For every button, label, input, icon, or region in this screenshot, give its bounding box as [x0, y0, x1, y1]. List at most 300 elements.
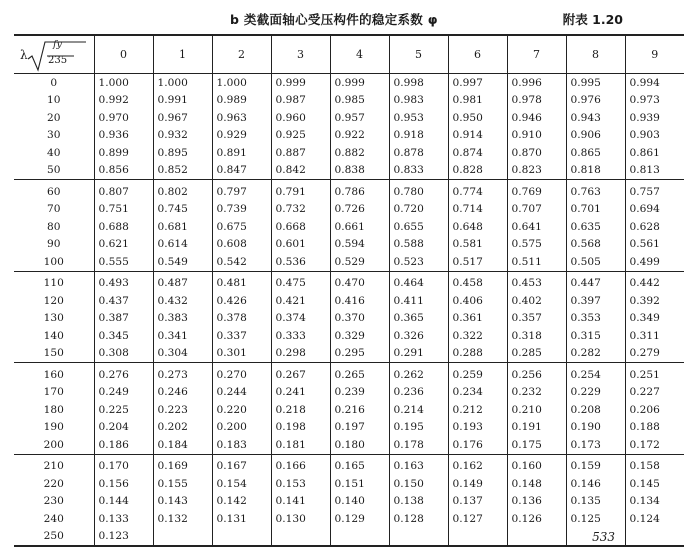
coefficient-cell: 0.751: [94, 201, 153, 219]
stability-coefficient-table: [14, 34, 684, 547]
coefficient-cell: 0.601: [271, 236, 330, 254]
coefficient-cell: [625, 528, 684, 547]
coefficient-cell: 0.891: [212, 144, 271, 162]
coefficient-cell: 0.232: [507, 384, 566, 402]
coefficient-cell: 0.895: [153, 144, 212, 162]
coefficient-cell: 0.200: [212, 419, 271, 437]
table-row: [14, 292, 684, 310]
table-row: [14, 127, 684, 145]
coefficient-cell: 0.136: [507, 493, 566, 511]
coefficient-cell: 0.125: [566, 510, 625, 528]
coefficient-cell: 0.432: [153, 292, 212, 310]
coefficient-cell: 0.134: [625, 493, 684, 511]
lambda-value: 30: [14, 127, 94, 145]
coefficient-cell: 0.176: [448, 436, 507, 454]
coefficient-cell: 0.953: [389, 109, 448, 127]
coefficient-cell: 0.166: [271, 454, 330, 475]
coefficient-cell: 0.523: [389, 253, 448, 271]
table-row: [14, 436, 684, 454]
coefficient-cell: [448, 528, 507, 547]
lambda-value: 210: [14, 454, 94, 475]
table-row: [14, 419, 684, 437]
coefficient-cell: 0.282: [566, 345, 625, 363]
table-row: [14, 384, 684, 402]
coefficient-cell: 0.847: [212, 162, 271, 180]
coefficient-cell: 0.828: [448, 162, 507, 180]
denominator-235: 235: [48, 55, 68, 66]
coefficient-cell: 0.950: [448, 109, 507, 127]
coefficient-cell: 0.402: [507, 292, 566, 310]
coefficient-cell: 0.249: [94, 384, 153, 402]
coefficient-cell: 0.197: [330, 419, 389, 437]
lambda-symbol: λ: [20, 48, 28, 62]
coefficient-cell: 0.797: [212, 180, 271, 201]
table-row: [14, 74, 684, 92]
coefficient-cell: 1.000: [94, 74, 153, 92]
coefficient-cell: 0.838: [330, 162, 389, 180]
lambda-value: 230: [14, 493, 94, 511]
coefficient-cell: 0.635: [566, 218, 625, 236]
coefficient-cell: 0.188: [625, 419, 684, 437]
coefficient-cell: 0.922: [330, 127, 389, 145]
coefficient-cell: 0.757: [625, 180, 684, 201]
coefficient-cell: 0.383: [153, 310, 212, 328]
coefficient-cell: 0.932: [153, 127, 212, 145]
coefficient-cell: 0.210: [507, 401, 566, 419]
coefficient-cell: 0.186: [94, 436, 153, 454]
coefficient-cell: 0.291: [389, 345, 448, 363]
coefficient-cell: 0.158: [625, 454, 684, 475]
coefficient-cell: 0.970: [94, 109, 153, 127]
coefficient-cell: 0.153: [271, 475, 330, 493]
coefficient-cell: 0.131: [212, 510, 271, 528]
coefficient-cell: 0.353: [566, 310, 625, 328]
lambda-value: 160: [14, 363, 94, 384]
coefficient-cell: 0.621: [94, 236, 153, 254]
coefficient-cell: 0.833: [389, 162, 448, 180]
coefficient-cell: 0.151: [330, 475, 389, 493]
coefficient-cell: 0.202: [153, 419, 212, 437]
table-row: [14, 327, 684, 345]
coefficient-cell: 0.865: [566, 144, 625, 162]
coefficient-cell: 0.156: [94, 475, 153, 493]
coefficient-cell: 0.357: [507, 310, 566, 328]
lambda-value: 220: [14, 475, 94, 493]
coefficient-cell: 0.910: [507, 127, 566, 145]
page-number: 533: [592, 530, 615, 544]
coefficient-cell: 0.227: [625, 384, 684, 402]
coefficient-cell: 0.745: [153, 201, 212, 219]
coefficient-cell: 0.167: [212, 454, 271, 475]
coefficient-cell: 0.989: [212, 92, 271, 110]
coefficient-cell: 0.442: [625, 271, 684, 292]
table-row: [14, 201, 684, 219]
coefficient-cell: 0.791: [271, 180, 330, 201]
coefficient-cell: 0.870: [507, 144, 566, 162]
coefficient-cell: 0.345: [94, 327, 153, 345]
coefficient-cell: 0.411: [389, 292, 448, 310]
coefficient-cell: 0.475: [271, 271, 330, 292]
coefficient-cell: 0.517: [448, 253, 507, 271]
coefficient-cell: 0.997: [448, 74, 507, 92]
coefficient-cell: 0.987: [271, 92, 330, 110]
coefficient-cell: 0.939: [625, 109, 684, 127]
coefficient-cell: [271, 528, 330, 547]
lambda-value: 40: [14, 144, 94, 162]
coefficient-cell: 0.180: [330, 436, 389, 454]
column-header: 6: [448, 35, 507, 74]
coefficient-cell: 0.298: [271, 345, 330, 363]
coefficient-cell: 0.229: [566, 384, 625, 402]
coefficient-cell: 0.137: [448, 493, 507, 511]
table-row: [14, 236, 684, 254]
table-row: [14, 510, 684, 528]
coefficient-cell: 0.813: [625, 162, 684, 180]
coefficient-cell: 0.276: [94, 363, 153, 384]
coefficient-cell: 0.333: [271, 327, 330, 345]
lambda-value: 200: [14, 436, 94, 454]
column-header: 3: [271, 35, 330, 74]
lambda-value: 250: [14, 528, 94, 547]
coefficient-cell: 0.378: [212, 310, 271, 328]
coefficient-cell: 0.130: [271, 510, 330, 528]
coefficient-cell: 0.856: [94, 162, 153, 180]
coefficient-cell: 0.301: [212, 345, 271, 363]
table-header-row: [14, 35, 684, 74]
coefficient-cell: 0.999: [330, 74, 389, 92]
column-header: 2: [212, 35, 271, 74]
coefficient-cell: 0.326: [389, 327, 448, 345]
coefficient-cell: 0.688: [94, 218, 153, 236]
table-row: [14, 401, 684, 419]
lambda-value: 100: [14, 253, 94, 271]
coefficient-cell: 0.236: [389, 384, 448, 402]
coefficient-cell: 0.936: [94, 127, 153, 145]
coefficient-cell: 0.246: [153, 384, 212, 402]
table-row: [14, 310, 684, 328]
coefficient-cell: 0.505: [566, 253, 625, 271]
coefficient-cell: 0.707: [507, 201, 566, 219]
coefficient-cell: 0.162: [448, 454, 507, 475]
lambda-value: 20: [14, 109, 94, 127]
table-caption: [0, 8, 645, 30]
coefficient-cell: 0.882: [330, 144, 389, 162]
table-body: [14, 74, 684, 547]
coefficient-cell: 0.214: [389, 401, 448, 419]
lambda-value: 150: [14, 345, 94, 363]
coefficient-cell: 0.648: [448, 218, 507, 236]
coefficient-cell: [389, 528, 448, 547]
coefficient-cell: 0.239: [330, 384, 389, 402]
coefficient-cell: 0.426: [212, 292, 271, 310]
coefficient-cell: 0.165: [330, 454, 389, 475]
coefficient-cell: 0.150: [389, 475, 448, 493]
coefficient-cell: [507, 528, 566, 547]
coefficient-cell: 0.995: [566, 74, 625, 92]
coefficient-cell: 0.241: [271, 384, 330, 402]
coefficient-cell: 0.929: [212, 127, 271, 145]
coefficient-cell: 0.140: [330, 493, 389, 511]
coefficient-cell: 1.000: [153, 74, 212, 92]
coefficient-cell: 0.191: [507, 419, 566, 437]
coefficient-cell: 0.661: [330, 218, 389, 236]
table-row: [14, 475, 684, 493]
coefficient-cell: 0.493: [94, 271, 153, 292]
coefficient-cell: 0.852: [153, 162, 212, 180]
table-row: [14, 493, 684, 511]
coefficient-cell: 0.807: [94, 180, 153, 201]
coefficient-cell: 0.464: [389, 271, 448, 292]
column-header: 8: [566, 35, 625, 74]
coefficient-cell: 0.234: [448, 384, 507, 402]
coefficient-cell: 0.608: [212, 236, 271, 254]
coefficient-cell: 0.458: [448, 271, 507, 292]
coefficient-cell: 0.529: [330, 253, 389, 271]
coefficient-cell: 0.967: [153, 109, 212, 127]
coefficient-cell: 0.960: [271, 109, 330, 127]
coefficient-cell: 0.141: [271, 493, 330, 511]
coefficient-cell: 0.906: [566, 127, 625, 145]
coefficient-cell: 0.374: [271, 310, 330, 328]
coefficient-cell: 0.511: [507, 253, 566, 271]
appendix-label: 附表 1.20: [562, 12, 623, 27]
coefficient-cell: 0.655: [389, 218, 448, 236]
coefficient-cell: 0.763: [566, 180, 625, 201]
coefficient-cell: 0.726: [330, 201, 389, 219]
lambda-value: 110: [14, 271, 94, 292]
coefficient-cell: 0.279: [625, 345, 684, 363]
coefficient-cell: 0.842: [271, 162, 330, 180]
coefficient-cell: 0.259: [448, 363, 507, 384]
coefficient-cell: 0.337: [212, 327, 271, 345]
coefficient-cell: 0.549: [153, 253, 212, 271]
coefficient-cell: 0.163: [389, 454, 448, 475]
lambda-header-cell: [14, 35, 94, 74]
coefficient-cell: 0.135: [566, 493, 625, 511]
column-header: 5: [389, 35, 448, 74]
coefficient-cell: 0.138: [389, 493, 448, 511]
coefficient-cell: 0.823: [507, 162, 566, 180]
coefficient-cell: 0.270: [212, 363, 271, 384]
coefficient-cell: 0.170: [94, 454, 153, 475]
coefficient-cell: 0.370: [330, 310, 389, 328]
lambda-value: 120: [14, 292, 94, 310]
table-row: [14, 162, 684, 180]
coefficient-cell: 0.204: [94, 419, 153, 437]
coefficient-cell: 0.216: [330, 401, 389, 419]
column-header: 7: [507, 35, 566, 74]
table-row: [14, 92, 684, 110]
lambda-value: 240: [14, 510, 94, 528]
coefficient-cell: 0.181: [271, 436, 330, 454]
coefficient-cell: 0.568: [566, 236, 625, 254]
lambda-value: 170: [14, 384, 94, 402]
coefficient-cell: 0.265: [330, 363, 389, 384]
coefficient-cell: 0.195: [389, 419, 448, 437]
coefficient-cell: 0.499: [625, 253, 684, 271]
coefficient-cell: 0.957: [330, 109, 389, 127]
coefficient-cell: 0.681: [153, 218, 212, 236]
lambda-value: 90: [14, 236, 94, 254]
coefficient-cell: 0.981: [448, 92, 507, 110]
table-row: [14, 271, 684, 292]
coefficient-cell: 0.155: [153, 475, 212, 493]
coefficient-cell: 0.992: [94, 92, 153, 110]
coefficient-cell: 0.774: [448, 180, 507, 201]
coefficient-cell: 0.212: [448, 401, 507, 419]
slenderness-formula: [14, 36, 94, 73]
coefficient-cell: 0.861: [625, 144, 684, 162]
coefficient-cell: 0.999: [271, 74, 330, 92]
coefficient-cell: 0.943: [566, 109, 625, 127]
coefficient-cell: 0.341: [153, 327, 212, 345]
coefficient-cell: 0.994: [625, 74, 684, 92]
lambda-value: 70: [14, 201, 94, 219]
coefficient-cell: 0.349: [625, 310, 684, 328]
lambda-value: 140: [14, 327, 94, 345]
lambda-value: 10: [14, 92, 94, 110]
coefficient-cell: 0.173: [566, 436, 625, 454]
coefficient-cell: 0.818: [566, 162, 625, 180]
coefficient-cell: 0.223: [153, 401, 212, 419]
coefficient-cell: 0.244: [212, 384, 271, 402]
table-row: [14, 180, 684, 201]
table-title: b 类截面轴心受压构件的稳定系数 φ: [230, 12, 438, 27]
lambda-value: 190: [14, 419, 94, 437]
coefficient-cell: 0.304: [153, 345, 212, 363]
column-header: 0: [94, 35, 153, 74]
coefficient-cell: [153, 528, 212, 547]
table-row: [14, 144, 684, 162]
coefficient-cell: 0.184: [153, 436, 212, 454]
coefficient-cell: 0.542: [212, 253, 271, 271]
coefficient-cell: 0.614: [153, 236, 212, 254]
coefficient-cell: 0.218: [271, 401, 330, 419]
coefficient-cell: 0.361: [448, 310, 507, 328]
coefficient-cell: 0.254: [566, 363, 625, 384]
coefficient-cell: 0.874: [448, 144, 507, 162]
coefficient-cell: 0.739: [212, 201, 271, 219]
coefficient-cell: 0.397: [566, 292, 625, 310]
coefficient-cell: 0.220: [212, 401, 271, 419]
table-row: [14, 109, 684, 127]
coefficient-cell: 0.470: [330, 271, 389, 292]
coefficient-cell: 0.983: [389, 92, 448, 110]
coefficient-cell: 0.437: [94, 292, 153, 310]
coefficient-cell: 0.142: [212, 493, 271, 511]
coefficient-cell: 0.267: [271, 363, 330, 384]
coefficient-cell: 0.996: [507, 74, 566, 92]
coefficient-cell: 0.172: [625, 436, 684, 454]
coefficient-cell: 0.160: [507, 454, 566, 475]
coefficient-cell: 0.914: [448, 127, 507, 145]
coefficient-cell: 0.145: [625, 475, 684, 493]
coefficient-cell: 0.144: [94, 493, 153, 511]
coefficient-cell: 0.288: [448, 345, 507, 363]
coefficient-cell: 0.581: [448, 236, 507, 254]
coefficient-cell: 1.000: [212, 74, 271, 92]
coefficient-cell: 0.453: [507, 271, 566, 292]
coefficient-cell: 0.701: [566, 201, 625, 219]
coefficient-cell: 0.946: [507, 109, 566, 127]
coefficient-cell: 0.991: [153, 92, 212, 110]
coefficient-cell: 0.720: [389, 201, 448, 219]
coefficient-cell: 0.159: [566, 454, 625, 475]
coefficient-cell: 0.447: [566, 271, 625, 292]
column-header: 4: [330, 35, 389, 74]
coefficient-cell: 0.575: [507, 236, 566, 254]
coefficient-cell: 0.208: [566, 401, 625, 419]
coefficient-cell: 0.178: [389, 436, 448, 454]
lambda-value: 50: [14, 162, 94, 180]
coefficient-cell: 0.322: [448, 327, 507, 345]
coefficient-cell: 0.193: [448, 419, 507, 437]
coefficient-cell: 0.154: [212, 475, 271, 493]
coefficient-cell: 0.732: [271, 201, 330, 219]
coefficient-cell: 0.487: [153, 271, 212, 292]
lambda-value: 80: [14, 218, 94, 236]
coefficient-cell: 0.148: [507, 475, 566, 493]
coefficient-cell: 0.481: [212, 271, 271, 292]
coefficient-cell: 0.878: [389, 144, 448, 162]
coefficient-cell: 0.786: [330, 180, 389, 201]
coefficient-cell: 0.365: [389, 310, 448, 328]
coefficient-cell: 0.128: [389, 510, 448, 528]
coefficient-cell: 0.273: [153, 363, 212, 384]
coefficient-cell: 0.887: [271, 144, 330, 162]
coefficient-cell: 0.206: [625, 401, 684, 419]
table-row: [14, 454, 684, 475]
fy-numerator: fy: [53, 39, 62, 50]
coefficient-cell: 0.561: [625, 236, 684, 254]
coefficient-cell: 0.183: [212, 436, 271, 454]
coefficient-cell: 0.780: [389, 180, 448, 201]
coefficient-cell: 0.146: [566, 475, 625, 493]
coefficient-cell: 0.675: [212, 218, 271, 236]
coefficient-cell: 0.318: [507, 327, 566, 345]
coefficient-cell: 0.124: [625, 510, 684, 528]
coefficient-cell: 0.133: [94, 510, 153, 528]
column-header: 9: [625, 35, 684, 74]
coefficient-cell: 0.769: [507, 180, 566, 201]
column-header: 1: [153, 35, 212, 74]
coefficient-cell: 0.251: [625, 363, 684, 384]
coefficient-cell: [330, 528, 389, 547]
coefficient-cell: 0.628: [625, 218, 684, 236]
coefficient-cell: 0.976: [566, 92, 625, 110]
coefficient-cell: 0.256: [507, 363, 566, 384]
coefficient-cell: 0.555: [94, 253, 153, 271]
coefficient-cell: 0.641: [507, 218, 566, 236]
lambda-value: 180: [14, 401, 94, 419]
coefficient-cell: 0.978: [507, 92, 566, 110]
coefficient-cell: 0.295: [330, 345, 389, 363]
coefficient-cell: 0.315: [566, 327, 625, 345]
coefficient-cell: 0.126: [507, 510, 566, 528]
coefficient-cell: 0.123: [94, 528, 153, 547]
coefficient-cell: 0.129: [330, 510, 389, 528]
coefficient-cell: 0.714: [448, 201, 507, 219]
lambda-value: 60: [14, 180, 94, 201]
table-row: [14, 528, 684, 547]
coefficient-cell: 0.536: [271, 253, 330, 271]
coefficient-cell: 0.190: [566, 419, 625, 437]
coefficient-cell: 0.925: [271, 127, 330, 145]
coefficient-cell: [212, 528, 271, 547]
coefficient-cell: 0.392: [625, 292, 684, 310]
coefficient-cell: 0.973: [625, 92, 684, 110]
coefficient-cell: 0.668: [271, 218, 330, 236]
